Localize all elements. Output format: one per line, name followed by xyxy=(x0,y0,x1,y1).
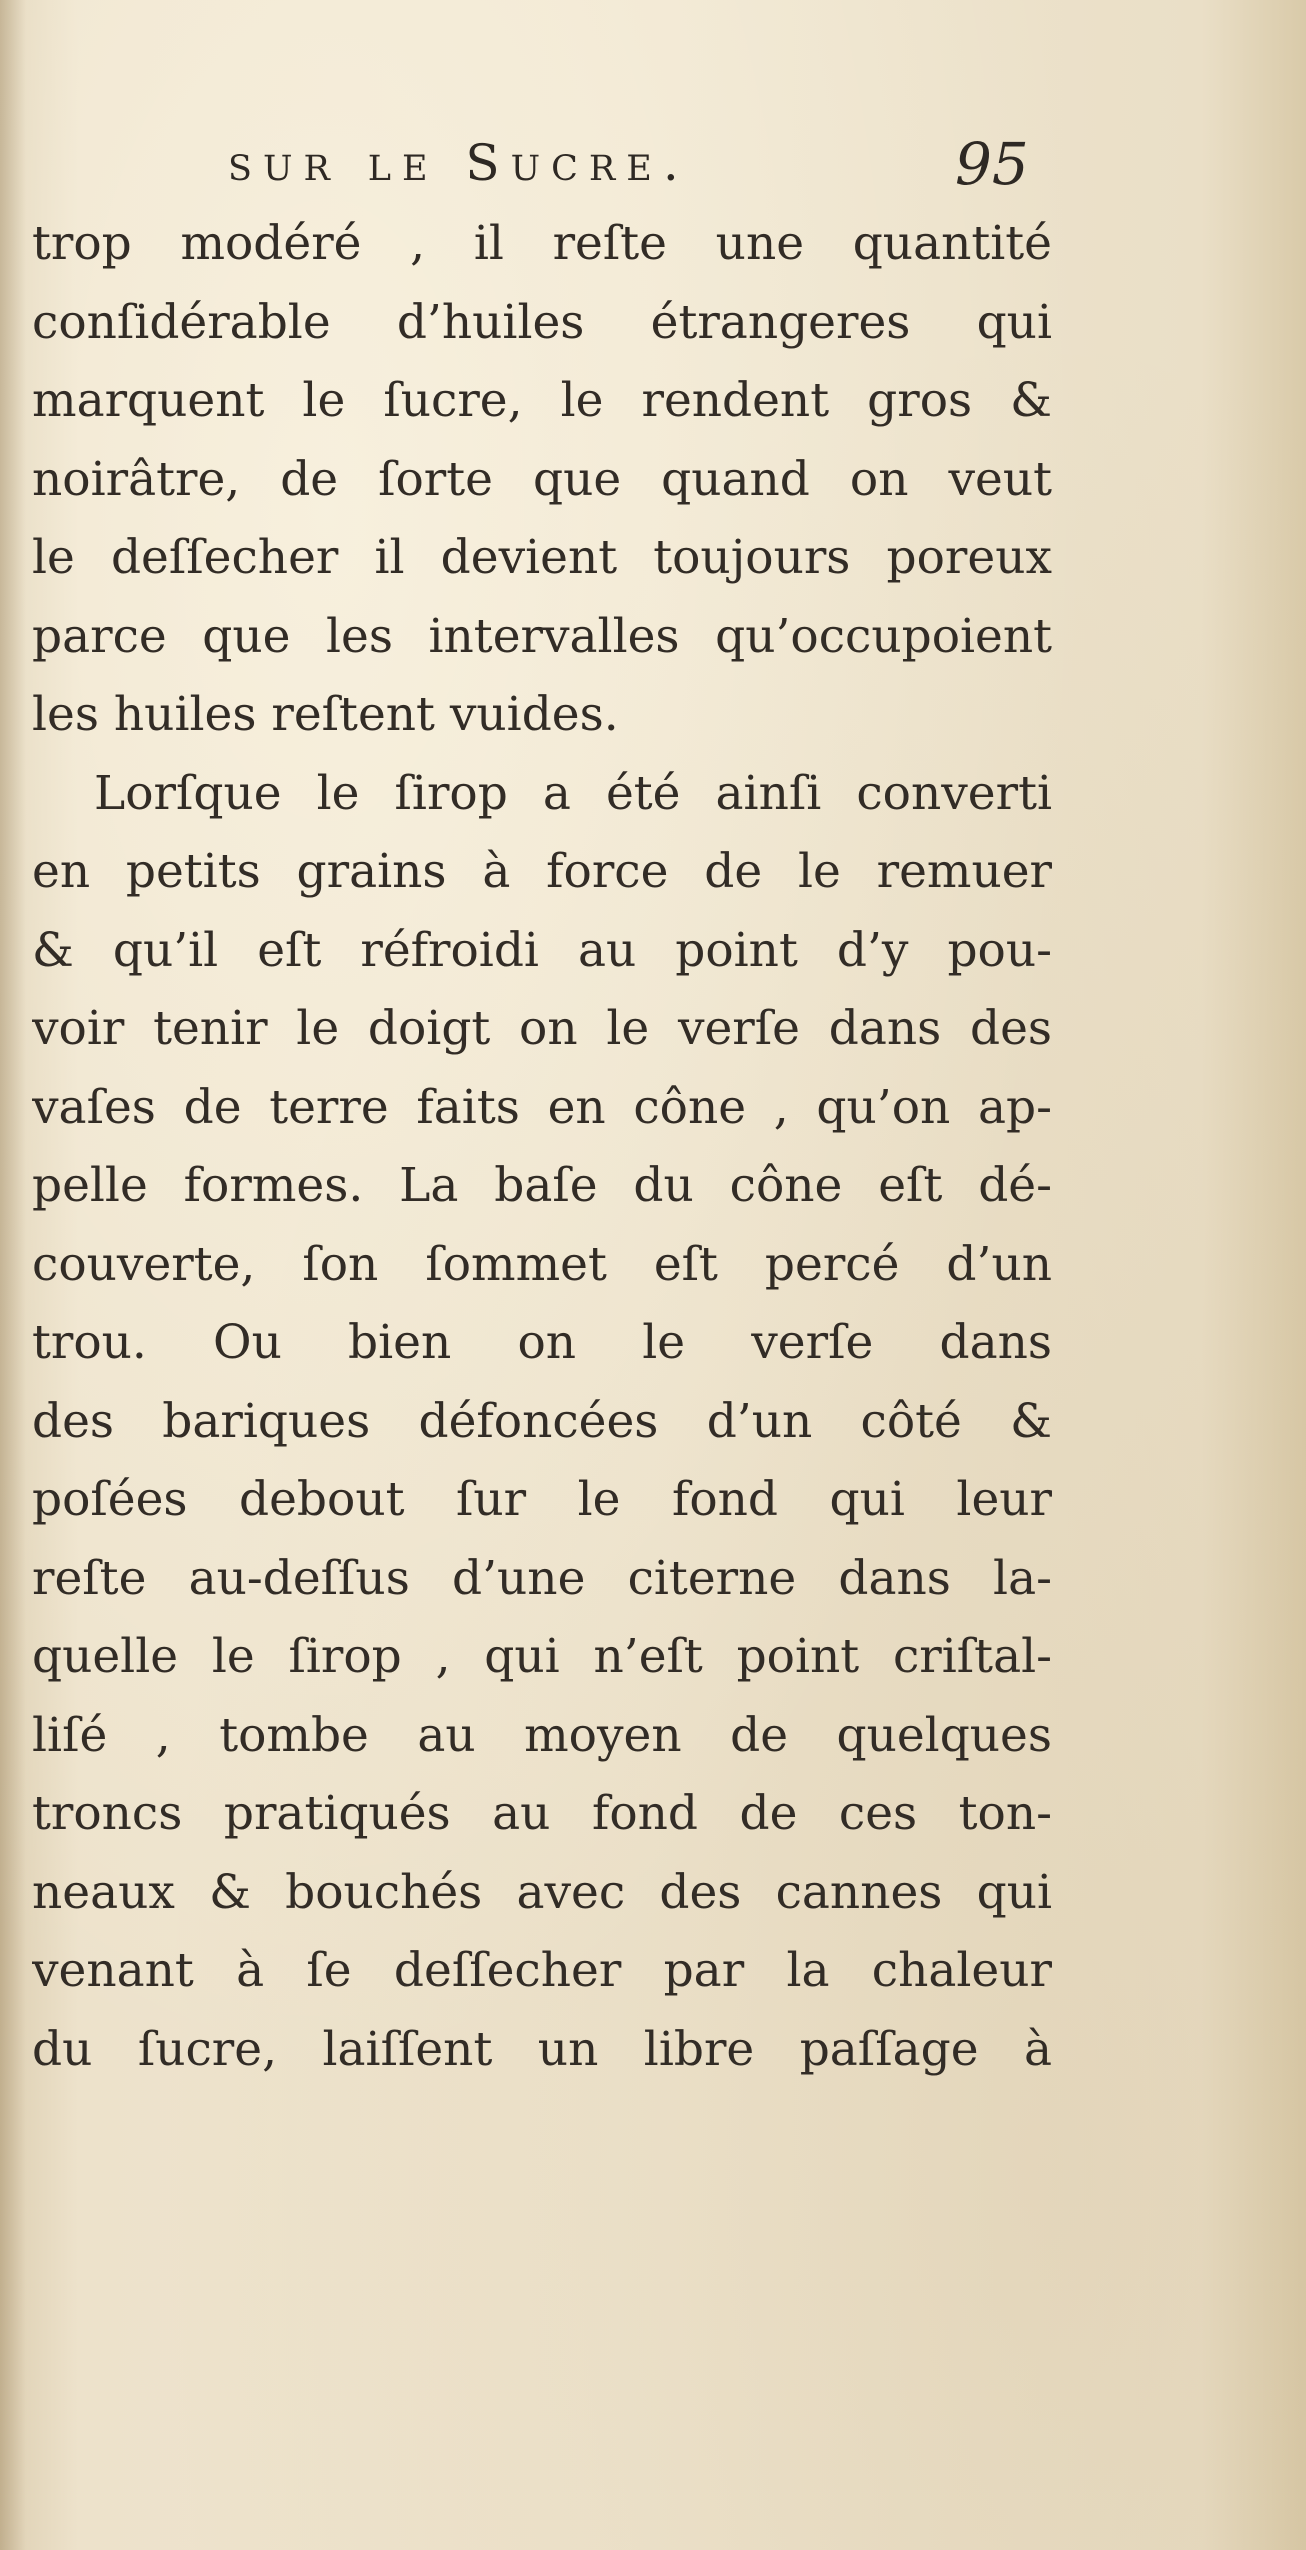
text-line: liſé , tombe au moyen de quelques xyxy=(32,1707,1052,1763)
paragraph-1 xyxy=(32,205,1052,755)
paragraph-2 xyxy=(32,755,1052,2090)
text-line: trou. Ou bien on le verſe dans xyxy=(32,1315,1052,1370)
text-line: poſées debout ſur le fond qui leur xyxy=(32,1472,1052,1527)
text-line: le deſſecher il devient toujours poreux xyxy=(32,530,1052,585)
text-line: pelle formes. La baſe du cône eſt dé- xyxy=(32,1158,1052,1213)
text-line: conſidérable d’huiles étrangeres qui xyxy=(32,294,1052,350)
text-line: & qu’il eſt réfroidi au point d’y pou- xyxy=(32,922,1052,978)
text-line: reſte au-deſſus d’une citerne dans la- xyxy=(32,1550,1052,1606)
text-line: venant à ſe deſſecher par la chaleur xyxy=(32,1943,1052,1998)
text-line: les huiles reſtent vuides. xyxy=(32,687,619,742)
page-number: 95 xyxy=(955,130,1029,198)
page-header xyxy=(0,118,1306,208)
text-line: trop modéré , il reſte une quantité xyxy=(32,216,1052,271)
text-line: noirâtre, de ſorte que quand on veut xyxy=(32,451,1052,507)
running-head: sur le Sucre. xyxy=(228,134,690,192)
text-line: neaux & bouchés avec des cannes qui xyxy=(32,1864,1052,1920)
text-line: quelle le ſirop , qui n’eſt point criſtal- xyxy=(32,1629,1052,1684)
text-line: marquent le ſucre, le rendent gros & xyxy=(32,373,1052,428)
text-line: voir tenir le doigt on le verſe dans des xyxy=(32,1001,1052,1056)
text-line: vaſes de terre faits en cône , qu’on ap- xyxy=(32,1079,1052,1135)
body-text xyxy=(32,205,1052,2089)
text-line: parce que les intervalles qu’occupoient xyxy=(32,608,1052,664)
text-line: Lorſque le ſirop a été ainſi converti xyxy=(94,765,1052,821)
text-line: en petits grains à force de le remuer xyxy=(32,844,1052,899)
text-line: couverte, ſon ſommet eſt percé d’un xyxy=(32,1236,1052,1292)
text-line: du ſucre, laiſſent un libre paſſage à xyxy=(32,2021,1052,2077)
text-line: troncs pratiqués au fond de ces ton- xyxy=(32,1786,1052,1841)
text-line: des bariques défoncées d’un côté & xyxy=(32,1393,1052,1449)
